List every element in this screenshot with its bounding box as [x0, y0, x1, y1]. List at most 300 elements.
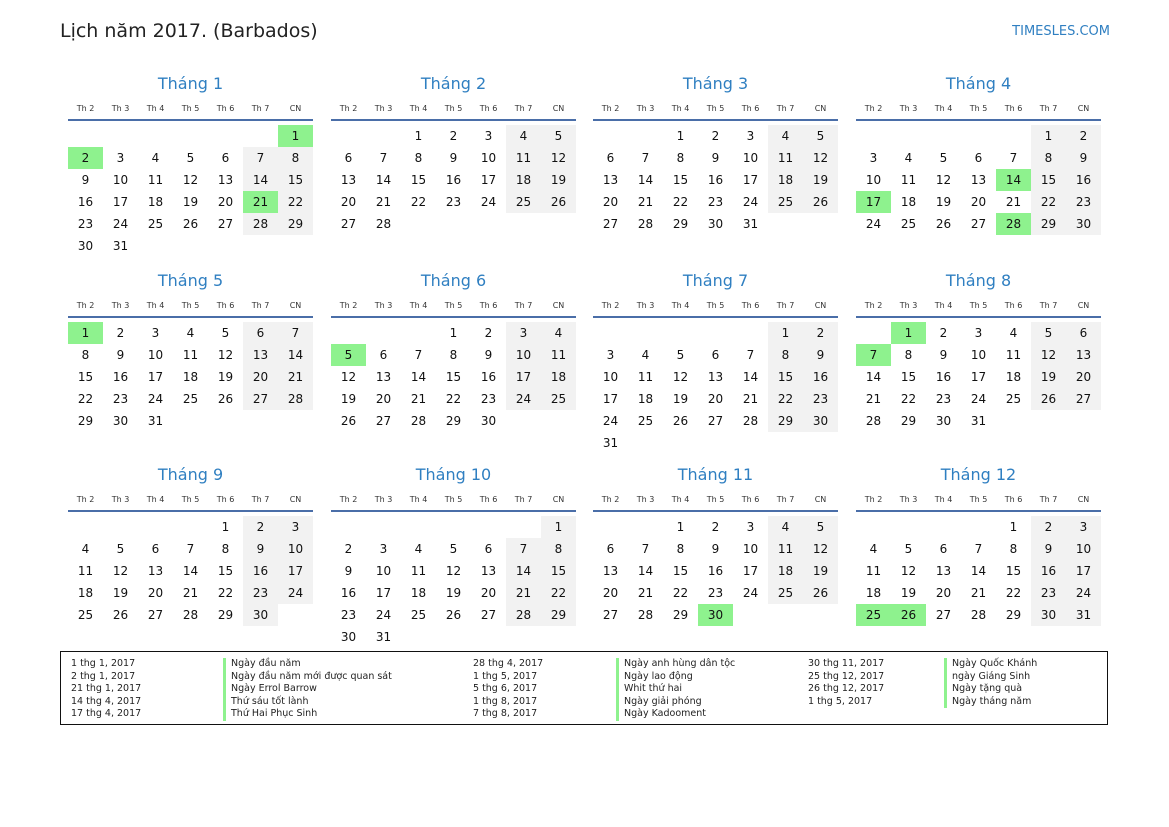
weekday-label: Th 4 — [409, 495, 428, 504]
day-cell: 18 — [410, 586, 427, 600]
day-cell: 28 — [278, 388, 313, 410]
day-cell: 16 — [707, 173, 724, 187]
weekday-label: Th 7 — [514, 495, 533, 504]
weekday-label: Th 4 — [671, 104, 690, 113]
weekday-label: Th 2 — [339, 301, 358, 310]
day-cell: 15 — [768, 366, 803, 388]
month-calendar — [593, 465, 838, 626]
weekday-label: Th 2 — [601, 301, 620, 310]
empty-cell — [628, 125, 663, 147]
day-cell: 27 — [602, 217, 619, 231]
month-title: Tháng 7 — [682, 271, 749, 290]
legend-holiday: Whit thứ hai — [624, 683, 683, 694]
day-cell: 17 — [742, 564, 759, 578]
day-grid — [856, 516, 1101, 626]
day-cell: 17 — [506, 366, 541, 388]
weekday-label: Th 4 — [146, 301, 165, 310]
day-cell: 24 — [112, 217, 129, 231]
day-cell: 11 — [147, 173, 164, 187]
day-cell: 29 — [672, 608, 689, 622]
weekday-label: CN — [814, 104, 827, 113]
day-cell: 9 — [484, 348, 493, 362]
day-cell: 5 — [803, 516, 838, 538]
day-cell: 11 — [410, 564, 427, 578]
day-cell: 19 — [672, 392, 689, 406]
legend-dates-col-1 — [71, 658, 141, 721]
day-cell: 2 — [1031, 516, 1066, 538]
day-cell: 22 — [77, 392, 94, 406]
day-cell: 3 — [379, 542, 388, 556]
day-cell: 20 — [217, 195, 234, 209]
day-cell: 26 — [340, 414, 357, 428]
day-cell: 3 — [484, 129, 493, 143]
day-cell: 12 — [900, 564, 917, 578]
day-grid — [856, 125, 1101, 235]
day-cell: 29 — [768, 410, 803, 432]
holiday-legend — [60, 651, 1108, 725]
weekday-label: Th 2 — [601, 104, 620, 113]
day-cell: 19 — [217, 370, 234, 384]
day-cell: 12 — [1031, 344, 1066, 366]
weekday-label: Th 6 — [1004, 495, 1023, 504]
holiday-day-cell: 1 — [891, 322, 926, 344]
day-cell: 23 — [480, 392, 497, 406]
day-cell: 29 — [77, 414, 94, 428]
legend-date: 1 thg 8, 2017 — [473, 695, 538, 707]
day-cell: 24 — [147, 392, 164, 406]
weekday-label: Th 7 — [251, 301, 270, 310]
weekday-label: Th 3 — [111, 301, 130, 310]
day-cell: 27 — [935, 608, 952, 622]
day-cell: 5 — [221, 326, 230, 340]
day-cell: 10 — [970, 348, 987, 362]
legend-date: 28 thg 4, 2017 — [473, 658, 544, 669]
day-cell: 18 — [147, 195, 164, 209]
weekday-label: Th 6 — [216, 495, 235, 504]
month-calendar — [68, 271, 313, 432]
day-cell: 6 — [1066, 322, 1101, 344]
weekday-label: Th 3 — [636, 104, 655, 113]
day-cell: 7 — [243, 147, 278, 169]
weekday-label: Th 2 — [76, 495, 95, 504]
day-cell: 2 — [116, 326, 125, 340]
day-cell: 17 — [375, 586, 392, 600]
holiday-day-cell: 28 — [996, 213, 1031, 235]
day-cell: 23 — [803, 388, 838, 410]
legend-date: 7 thg 8, 2017 — [473, 708, 538, 719]
month-title: Tháng 9 — [157, 465, 224, 484]
empty-cell — [331, 125, 366, 147]
day-cell: 31 — [1066, 604, 1101, 626]
weekday-label: Th 6 — [741, 301, 760, 310]
day-cell: 22 — [672, 586, 689, 600]
month-calendar — [856, 74, 1101, 235]
day-cell: 4 — [768, 516, 803, 538]
day-cell: 7 — [278, 322, 313, 344]
day-cell: 6 — [221, 151, 230, 165]
day-cell: 23 — [445, 195, 462, 209]
day-cell: 9 — [939, 348, 948, 362]
legend-date: 2 thg 1, 2017 — [71, 670, 136, 682]
weekday-label: Th 3 — [111, 495, 130, 504]
day-cell: 11 — [637, 370, 654, 384]
day-cell: 25 — [1005, 392, 1022, 406]
day-cell: 30 — [480, 414, 497, 428]
day-cell: 26 — [112, 608, 129, 622]
day-cell: 25 — [410, 608, 427, 622]
month-title: Tháng 5 — [157, 271, 224, 290]
month-title: Tháng 11 — [677, 465, 754, 484]
day-cell: 3 — [746, 520, 755, 534]
empty-cell — [103, 516, 138, 538]
day-cell: 16 — [1031, 560, 1066, 582]
legend-date: 17 thg 4, 2017 — [71, 708, 142, 719]
legend-holiday: Ngày anh hùng dân tộc — [624, 658, 736, 669]
month-title: Tháng 8 — [945, 271, 1012, 290]
day-cell: 18 — [1005, 370, 1022, 384]
day-cell: 22 — [768, 388, 803, 410]
legend-date: 14 thg 4, 2017 — [71, 695, 142, 707]
day-cell: 14 — [865, 370, 882, 384]
day-cell: 1 — [221, 520, 230, 534]
day-cell: 10 — [602, 370, 619, 384]
day-cell: 16 — [340, 586, 357, 600]
weekday-label: Th 3 — [111, 104, 130, 113]
day-cell: 7 — [641, 151, 650, 165]
day-cell: 2 — [449, 129, 458, 143]
day-cell: 8 — [81, 348, 90, 362]
day-cell: 12 — [445, 564, 462, 578]
day-cell: 31 — [970, 414, 987, 428]
day-cell: 24 — [742, 586, 759, 600]
day-cell: 1 — [676, 520, 685, 534]
day-cell: 14 — [410, 370, 427, 384]
legend-names-col-1 — [223, 658, 392, 721]
day-cell: 27 — [1066, 388, 1101, 410]
holiday-day-cell: 14 — [996, 169, 1031, 191]
day-grid — [331, 125, 576, 235]
day-cell: 22 — [900, 392, 917, 406]
day-cell: 3 — [116, 151, 125, 165]
day-cell: 25 — [768, 191, 803, 213]
day-cell: 1 — [676, 129, 685, 143]
day-grid — [593, 516, 838, 626]
weekday-label: Th 5 — [181, 104, 200, 113]
day-cell: 26 — [445, 608, 462, 622]
legend-date: 21 thg 1, 2017 — [71, 683, 142, 694]
weekday-label: CN — [1077, 495, 1090, 504]
day-cell: 17 — [602, 392, 619, 406]
site-link[interactable]: TIMESLES.COM — [1012, 24, 1110, 39]
day-cell: 10 — [147, 348, 164, 362]
day-cell: 22 — [410, 195, 427, 209]
day-cell: 27 — [340, 217, 357, 231]
day-cell: 28 — [410, 414, 427, 428]
legend-holiday: Ngày Kadooment — [624, 708, 706, 719]
day-cell: 6 — [606, 542, 615, 556]
day-cell: 24 — [375, 608, 392, 622]
day-cell: 28 — [865, 414, 882, 428]
legend-holiday: Ngày tặng quà — [952, 683, 1023, 694]
day-cell: 1 — [1009, 520, 1018, 534]
month-title: Tháng 3 — [682, 74, 749, 93]
legend-holiday: Thứ Hai Phục Sinh — [231, 708, 318, 719]
weekday-label: Th 4 — [934, 104, 953, 113]
day-cell: 8 — [904, 348, 913, 362]
day-cell: 29 — [1005, 608, 1022, 622]
holiday-day-cell: 21 — [243, 191, 278, 213]
day-cell: 21 — [637, 195, 654, 209]
day-cell: 19 — [803, 560, 838, 582]
day-cell: 6 — [606, 151, 615, 165]
day-cell: 9 — [711, 542, 720, 556]
day-cell: 28 — [637, 608, 654, 622]
day-cell: 9 — [116, 348, 125, 362]
legend-holiday: Ngày lao động — [624, 670, 693, 682]
day-cell: 4 — [81, 542, 90, 556]
day-cell: 21 — [970, 586, 987, 600]
day-cell: 13 — [970, 173, 987, 187]
day-cell: 27 — [480, 608, 497, 622]
day-cell: 24 — [970, 392, 987, 406]
day-cell: 18 — [865, 586, 882, 600]
weekday-label: Th 2 — [864, 104, 883, 113]
weekday-header — [856, 494, 1101, 512]
day-cell: 10 — [865, 173, 882, 187]
weekday-label: Th 2 — [864, 495, 883, 504]
day-cell: 30 — [77, 239, 94, 253]
day-cell: 8 — [768, 344, 803, 366]
weekday-label: Th 4 — [934, 301, 953, 310]
day-cell: 30 — [707, 217, 724, 231]
day-cell: 24 — [278, 582, 313, 604]
day-cell: 2 — [1066, 125, 1101, 147]
day-cell: 7 — [641, 542, 650, 556]
day-cell: 30 — [803, 410, 838, 432]
day-cell: 9 — [449, 151, 458, 165]
day-cell: 20 — [147, 586, 164, 600]
day-cell: 23 — [77, 217, 94, 231]
empty-cell — [961, 516, 996, 538]
day-cell: 8 — [221, 542, 230, 556]
day-cell: 4 — [541, 322, 576, 344]
weekday-label: Th 7 — [1039, 495, 1058, 504]
day-cell: 18 — [768, 169, 803, 191]
day-cell: 25 — [768, 582, 803, 604]
empty-cell — [366, 322, 401, 344]
day-cell: 16 — [803, 366, 838, 388]
day-cell: 13 — [707, 370, 724, 384]
day-cell: 11 — [1005, 348, 1022, 362]
weekday-label: Th 5 — [181, 301, 200, 310]
day-cell: 14 — [742, 370, 759, 384]
weekday-label: Th 5 — [444, 495, 463, 504]
weekday-label: Th 4 — [146, 104, 165, 113]
day-cell: 3 — [606, 348, 615, 362]
day-cell: 22 — [541, 582, 576, 604]
empty-cell — [891, 516, 926, 538]
day-cell: 17 — [278, 560, 313, 582]
day-cell: 26 — [182, 217, 199, 231]
day-cell: 7 — [746, 348, 755, 362]
day-cell: 1 — [1031, 125, 1066, 147]
legend-date: 30 thg 11, 2017 — [808, 658, 885, 669]
day-cell: 10 — [375, 564, 392, 578]
day-cell: 4 — [904, 151, 913, 165]
day-cell: 21 — [182, 586, 199, 600]
weekday-label: Th 6 — [1004, 301, 1023, 310]
month-calendar — [856, 271, 1101, 432]
day-cell: 20 — [707, 392, 724, 406]
day-cell: 21 — [865, 392, 882, 406]
day-cell: 17 — [112, 195, 129, 209]
legend-holiday: Ngày đầu năm mới được quan sát — [231, 670, 392, 682]
legend-names-col-2 — [616, 658, 735, 721]
month-title: Tháng 6 — [420, 271, 487, 290]
empty-cell — [173, 516, 208, 538]
day-cell: 7 — [379, 151, 388, 165]
day-cell: 16 — [935, 370, 952, 384]
day-cell: 13 — [602, 173, 619, 187]
day-cell: 3 — [869, 151, 878, 165]
day-cell: 7 — [186, 542, 195, 556]
day-cell: 13 — [1066, 344, 1101, 366]
month-title: Tháng 2 — [420, 74, 487, 93]
day-cell: 15 — [672, 173, 689, 187]
day-cell: 20 — [935, 586, 952, 600]
day-cell: 7 — [506, 538, 541, 560]
weekday-label: Th 6 — [479, 495, 498, 504]
day-cell: 20 — [243, 366, 278, 388]
day-cell: 10 — [278, 538, 313, 560]
day-cell: 3 — [506, 322, 541, 344]
weekday-label: Th 2 — [864, 301, 883, 310]
day-cell: 8 — [541, 538, 576, 560]
day-cell: 18 — [182, 370, 199, 384]
weekday-label: Th 6 — [1004, 104, 1023, 113]
day-cell: 23 — [1066, 191, 1101, 213]
day-cell: 12 — [112, 564, 129, 578]
day-cell: 3 — [974, 326, 983, 340]
day-cell: 23 — [340, 608, 357, 622]
day-cell: 2 — [344, 542, 353, 556]
weekday-header — [68, 300, 313, 318]
empty-cell — [243, 125, 278, 147]
weekday-label: CN — [552, 495, 565, 504]
weekday-label: Th 7 — [1039, 104, 1058, 113]
day-cell: 5 — [803, 125, 838, 147]
weekday-label: Th 7 — [251, 495, 270, 504]
empty-cell — [891, 125, 926, 147]
day-cell: 10 — [742, 151, 759, 165]
weekday-label: Th 5 — [969, 495, 988, 504]
day-cell: 17 — [1066, 560, 1101, 582]
day-cell: 24 — [480, 195, 497, 209]
weekday-label: Th 5 — [706, 495, 725, 504]
weekday-label: Th 6 — [479, 301, 498, 310]
day-cell: 28 — [970, 608, 987, 622]
legend-date: 1 thg 1, 2017 — [71, 658, 136, 669]
day-cell: 19 — [182, 195, 199, 209]
day-cell: 4 — [151, 151, 160, 165]
day-cell: 8 — [278, 147, 313, 169]
day-cell: 8 — [449, 348, 458, 362]
day-cell: 13 — [217, 173, 234, 187]
day-cell: 16 — [707, 564, 724, 578]
day-cell: 29 — [217, 608, 234, 622]
day-cell: 20 — [602, 586, 619, 600]
day-cell: 19 — [935, 195, 952, 209]
holiday-day-cell: 7 — [856, 344, 891, 366]
weekday-header — [856, 103, 1101, 121]
day-cell: 13 — [243, 344, 278, 366]
day-cell: 13 — [480, 564, 497, 578]
day-cell: 6 — [151, 542, 160, 556]
legend-holiday: Ngày Quốc Khánh — [952, 658, 1038, 669]
day-cell: 8 — [1031, 147, 1066, 169]
day-cell: 10 — [112, 173, 129, 187]
day-cell: 29 — [672, 217, 689, 231]
day-cell: 15 — [900, 370, 917, 384]
empty-cell — [331, 516, 366, 538]
weekday-header — [593, 103, 838, 121]
day-cell: 18 — [768, 560, 803, 582]
legend-date: 5 thg 6, 2017 — [473, 683, 538, 694]
weekday-label: Th 7 — [776, 495, 795, 504]
day-cell: 4 — [1009, 326, 1018, 340]
day-cell: 24 — [742, 195, 759, 209]
day-cell: 6 — [711, 348, 720, 362]
day-cell: 29 — [278, 213, 313, 235]
day-grid — [68, 125, 313, 257]
day-cell: 21 — [506, 582, 541, 604]
weekday-header — [593, 300, 838, 318]
weekday-label: Th 4 — [409, 104, 428, 113]
day-cell: 26 — [803, 582, 838, 604]
day-cell: 25 — [541, 388, 576, 410]
day-cell: 4 — [869, 542, 878, 556]
day-grid — [593, 125, 838, 235]
day-cell: 26 — [935, 217, 952, 231]
day-cell: 17 — [147, 370, 164, 384]
day-cell: 2 — [243, 516, 278, 538]
day-cell: 4 — [186, 326, 195, 340]
day-grid — [331, 322, 576, 432]
day-cell: 3 — [746, 129, 755, 143]
legend-holiday: Ngày giải phóng — [624, 695, 702, 707]
weekday-label: Th 5 — [444, 301, 463, 310]
weekday-label: Th 2 — [601, 495, 620, 504]
legend-holiday: Thứ sáu tốt lành — [231, 695, 309, 707]
day-cell: 29 — [541, 604, 576, 626]
holiday-day-cell: 30 — [698, 604, 733, 626]
weekday-label: Th 4 — [671, 495, 690, 504]
day-cell: 15 — [672, 564, 689, 578]
holiday-day-cell: 17 — [856, 191, 891, 213]
day-cell: 14 — [278, 344, 313, 366]
day-cell: 24 — [602, 414, 619, 428]
day-cell: 1 — [768, 322, 803, 344]
weekday-label: CN — [552, 104, 565, 113]
day-cell: 19 — [445, 586, 462, 600]
day-cell: 16 — [445, 173, 462, 187]
weekday-label: Th 3 — [636, 301, 655, 310]
day-cell: 27 — [217, 217, 234, 231]
day-cell: 13 — [602, 564, 619, 578]
legend-names-col-3 — [944, 658, 1037, 708]
day-cell: 31 — [602, 436, 619, 450]
day-cell: 12 — [217, 348, 234, 362]
